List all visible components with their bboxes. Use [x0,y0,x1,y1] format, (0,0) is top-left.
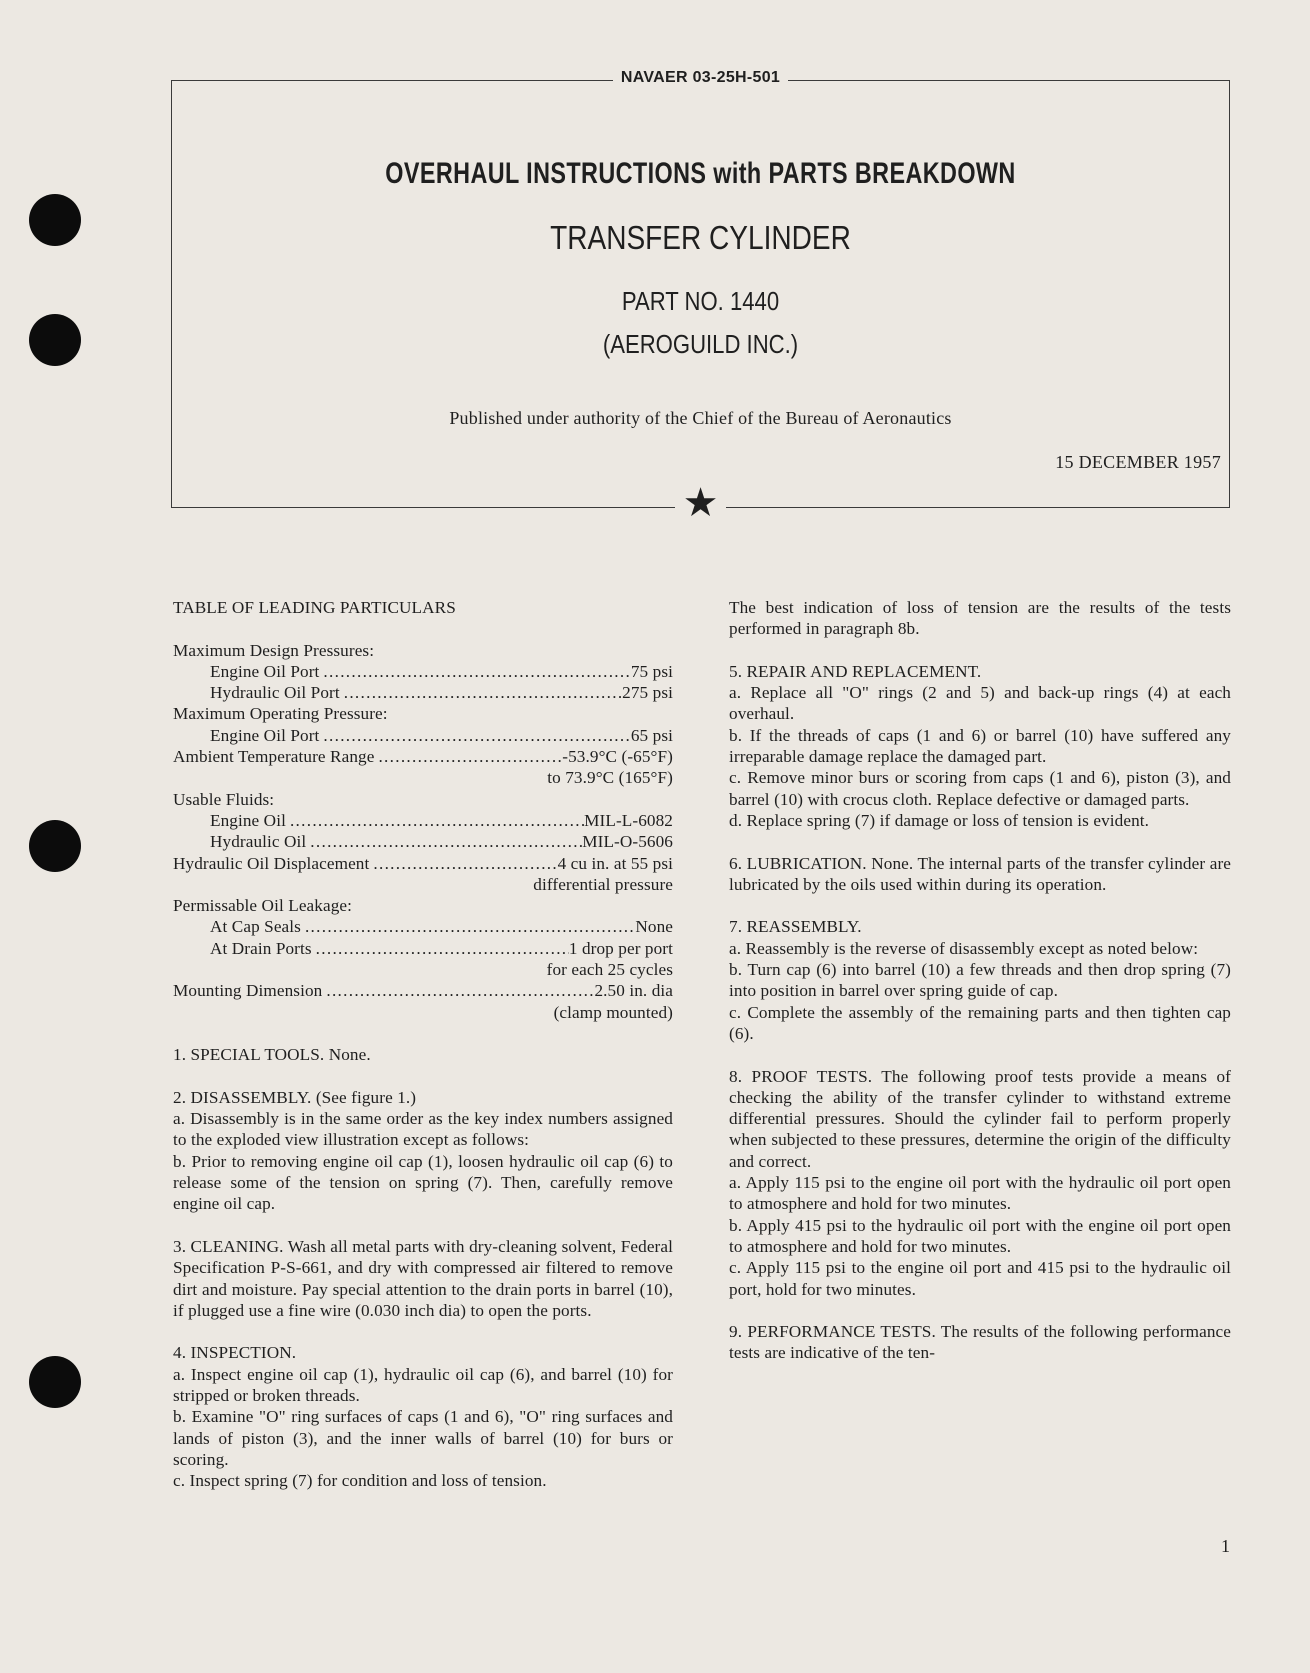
particulars-row: Hydraulic Oil Port . . . 275 psi [173,682,673,703]
leakage-label: Permissable Oil Leakage: [173,896,352,916]
title-block [171,69,1230,526]
paragraph: The best indication of loss of tension are the results of the tests performed in paragraph 8b. [729,598,1231,639]
paragraph: b. Examine "O" ring surfaces of caps (1 and 6), "O" ring surfaces and lands of piston (3), and the inner walls of barrel (10) for burs or scoring. [173,1407,673,1469]
paragraph: a. Apply 115 psi to the engine oil port with the hydraulic oil port open to atmosphere and hold for two minutes. [729,1173,1231,1214]
binder-hole [29,820,81,872]
right-column [729,597,1231,1364]
binder-hole [29,314,81,366]
particulars-value-continued: for each 25 cycles [546,960,673,980]
star-icon: ★ [172,483,1229,523]
section-cleaning: 3. CLEANING. Wash all metal parts with dry-cleaning solvent, Federal Specification P-S-661, and dry with compressed air filtered to remove dirt and moisture. Pay special attention to the drain ports in barrel (10), if plugged use a fine wire (0.030 inch dia) to open the ports. [173,1236,673,1320]
paragraph: d. Replace spring (7) if damage or loss of tension is evident. [729,810,1150,830]
particulars-value-continued: (clamp mounted) [553,1002,673,1022]
section-lubrication: 6. LUBRICATION. None. The internal parts of the transfer cylinder are lubricated by the oils used within during its operation. [729,853,1231,894]
part-number: PART NO. 1440 [621,286,780,316]
particulars-row: Hydraulic Oil Displacement . . . 4 cu in. at 55 psi [173,853,673,874]
page-number: 1 [1221,1536,1230,1556]
section-heading: 2. DISASSEMBLY. (See figure 1.) [173,1087,417,1107]
paragraph: c. Apply 115 psi to the engine oil port and 415 psi to the hydraulic oil port, hold for two minutes. [729,1258,1231,1299]
section-heading: 5. REPAIR AND REPLACEMENT. [729,661,982,681]
paragraph: c. Inspect spring (7) for condition and loss of tension. [173,1471,547,1491]
usable-fluids-label: Usable Fluids: [173,789,275,809]
section-heading: 4. INSPECTION. [173,1343,297,1363]
paragraph: c. Remove minor burs or scoring from caps (1 and 6), piston (3), and barrel (10) with crocus cloth. Replace defective or damaged parts. [729,768,1231,809]
left-column [173,597,673,1491]
max-design-label: Maximum Design Pressures: [173,640,375,660]
paragraph: a. Inspect engine oil cap (1), hydraulic oil cap (6), and barrel (10) for stripped or broken threads. [173,1364,673,1405]
particulars-row: At Cap Seals . . . None [173,916,673,937]
particulars-heading: TABLE OF LEADING PARTICULARS [173,598,456,617]
particulars-row: Ambient Temperature Range . . . -53.9°C (-65°F) [173,746,673,767]
paragraph: a. Replace all "O" rings (2 and 5) and back-up rings (4) at each overhaul. [729,683,1231,724]
paragraph: b. Turn cap (6) into barrel (10) a few threads and then drop spring (7) into position in barrel over spring guide of cap. [729,960,1231,1001]
subject-title: TRANSFER CYLINDER [550,219,851,256]
paragraph: a. Reassembly is the reverse of disassembly except as noted below: [729,938,1199,958]
particulars-row: Engine Oil Port . . . 75 psi [173,661,673,682]
paragraph: c. Complete the assembly of the remaining parts and then tighten cap (6). [729,1002,1231,1043]
manufacturer: (AEROGUILD INC.) [602,329,799,359]
binder-hole [29,1356,81,1408]
particulars-row: At Drain Ports . . . 1 drop per port [173,938,673,959]
particulars-row: Mounting Dimension . . . 2.50 in. dia [173,980,673,1001]
particulars-row: Engine Oil . . . MIL-L-6082 [173,810,673,831]
paragraph: b. If the threads of caps (1 and 6) or barrel (10) have suffered any irreparable damage replace the damaged part. [729,725,1231,767]
paragraph: b. Apply 415 psi to the hydraulic oil port with the engine oil port open to atmosphere and hold for two minutes. [729,1215,1231,1256]
document-number: NAVAER 03-25H-501 [172,69,1229,87]
paragraph: b. Prior to removing engine oil cap (1), loosen hydraulic oil cap (6) to release some of the tension on spring (7). Then, carefully remove engine oil cap. [173,1151,673,1214]
section-special-tools: 1. SPECIAL TOOLS. None. [173,1045,371,1065]
section-heading: 7. REASSEMBLY. [729,917,862,937]
max-operating-label: Maximum Operating Pressure: [173,704,388,724]
binder-hole [29,194,81,246]
section-performance-tests: 9. PERFORMANCE TESTS. The results of the following performance tests are indicative of the ten- [729,1322,1231,1363]
particulars-row: Engine Oil Port . . . 65 psi [173,725,673,746]
section-proof-tests: 8. PROOF TESTS. The following proof tests provide a means of checking the ability of the transfer cylinder to withstand extreme differential pressures. Should the cylinder fail to perform properly when subjected to these pressures, determine the origin of the difficulty and correct. [729,1066,1231,1171]
paragraph: a. Disassembly is in the same order as the key index numbers assigned to the exploded view illustration except as follows: [173,1109,673,1150]
particulars-value-continued: differential pressure [533,874,673,894]
page-title: OVERHAUL INSTRUCTIONS with PARTS BREAKDOWN [385,157,1016,190]
publication-date: 15 DECEMBER 1957 [1055,452,1221,472]
particulars-row: Hydraulic Oil . . . MIL-O-5606 [173,831,673,852]
authority-statement: Published under authority of the Chief of the Bureau of Aeronautics [449,408,952,428]
particulars-value-continued: to 73.9°C (165°F) [547,768,673,788]
